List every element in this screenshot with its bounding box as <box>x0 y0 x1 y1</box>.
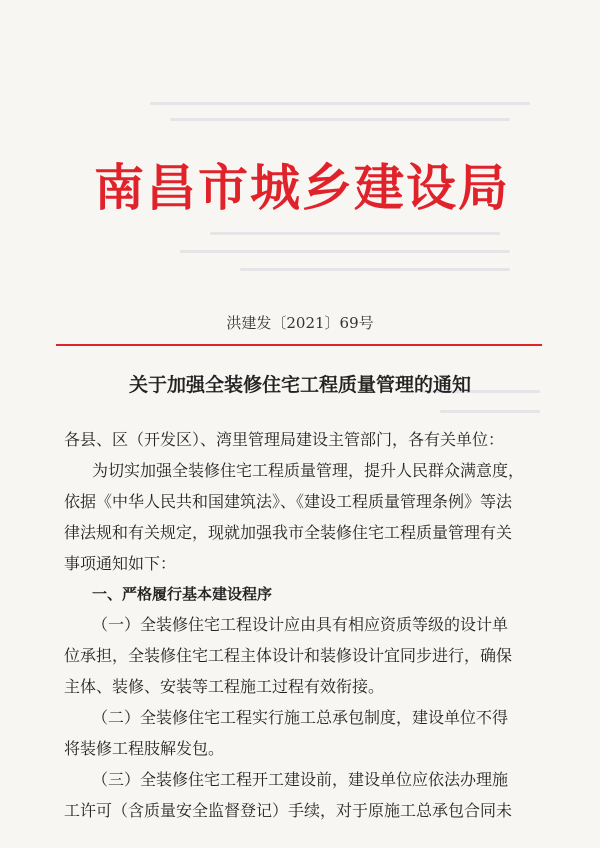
issuing-authority-header: 南昌市城乡建设局 <box>94 158 510 217</box>
red-divider-line <box>56 344 542 346</box>
document-title: 关于加强全装修住宅工程质量管理的通知 <box>128 374 471 396</box>
body-line: （二）全装修住宅工程实行施工总承包制度，建设单位不得 <box>92 708 509 727</box>
bleed-through-text <box>440 410 540 413</box>
bleed-through-text <box>150 102 530 105</box>
body-line: （一）全装修住宅工程设计应由具有相应资质等级的设计单 <box>92 615 509 634</box>
body-line: 主体、装修、安装等工程施工过程有效衔接。 <box>64 677 385 696</box>
body-line: 依据《中华人民共和国建筑法》、《建设工程质量管理条例》等法 <box>64 492 513 511</box>
body-line: 律法规和有关规定，现就加强我市全装修住宅工程质量管理有关 <box>64 523 513 542</box>
bleed-through-text <box>210 232 500 235</box>
body-line: 事项通知如下： <box>64 554 177 573</box>
bleed-through-text <box>240 268 510 271</box>
document-number: 洪建发〔2021〕69号 <box>226 314 374 332</box>
addressee-line: 各县、区（开发区）、湾里管理局建设主管部门，各有关单位： <box>64 430 505 449</box>
bleed-through-text <box>180 250 510 253</box>
body-line: 位承担，全装修住宅工程主体设计和装修设计宜同步进行，确保 <box>64 646 513 665</box>
body-line: 工许可（含质量安全监督登记）手续，对于原施工总承包合同未 <box>64 801 513 820</box>
body-line: 为切实加强全装修住宅工程质量管理，提升人民群众满意度， <box>92 461 525 480</box>
bleed-through-text <box>170 118 510 121</box>
body-line: （三）全装修住宅工程开工建设前，建设单位应依法办理施 <box>92 770 509 789</box>
section-heading: 一、严格履行基本建设程序 <box>92 585 273 603</box>
body-line: 将装修工程肢解发包。 <box>64 739 225 758</box>
